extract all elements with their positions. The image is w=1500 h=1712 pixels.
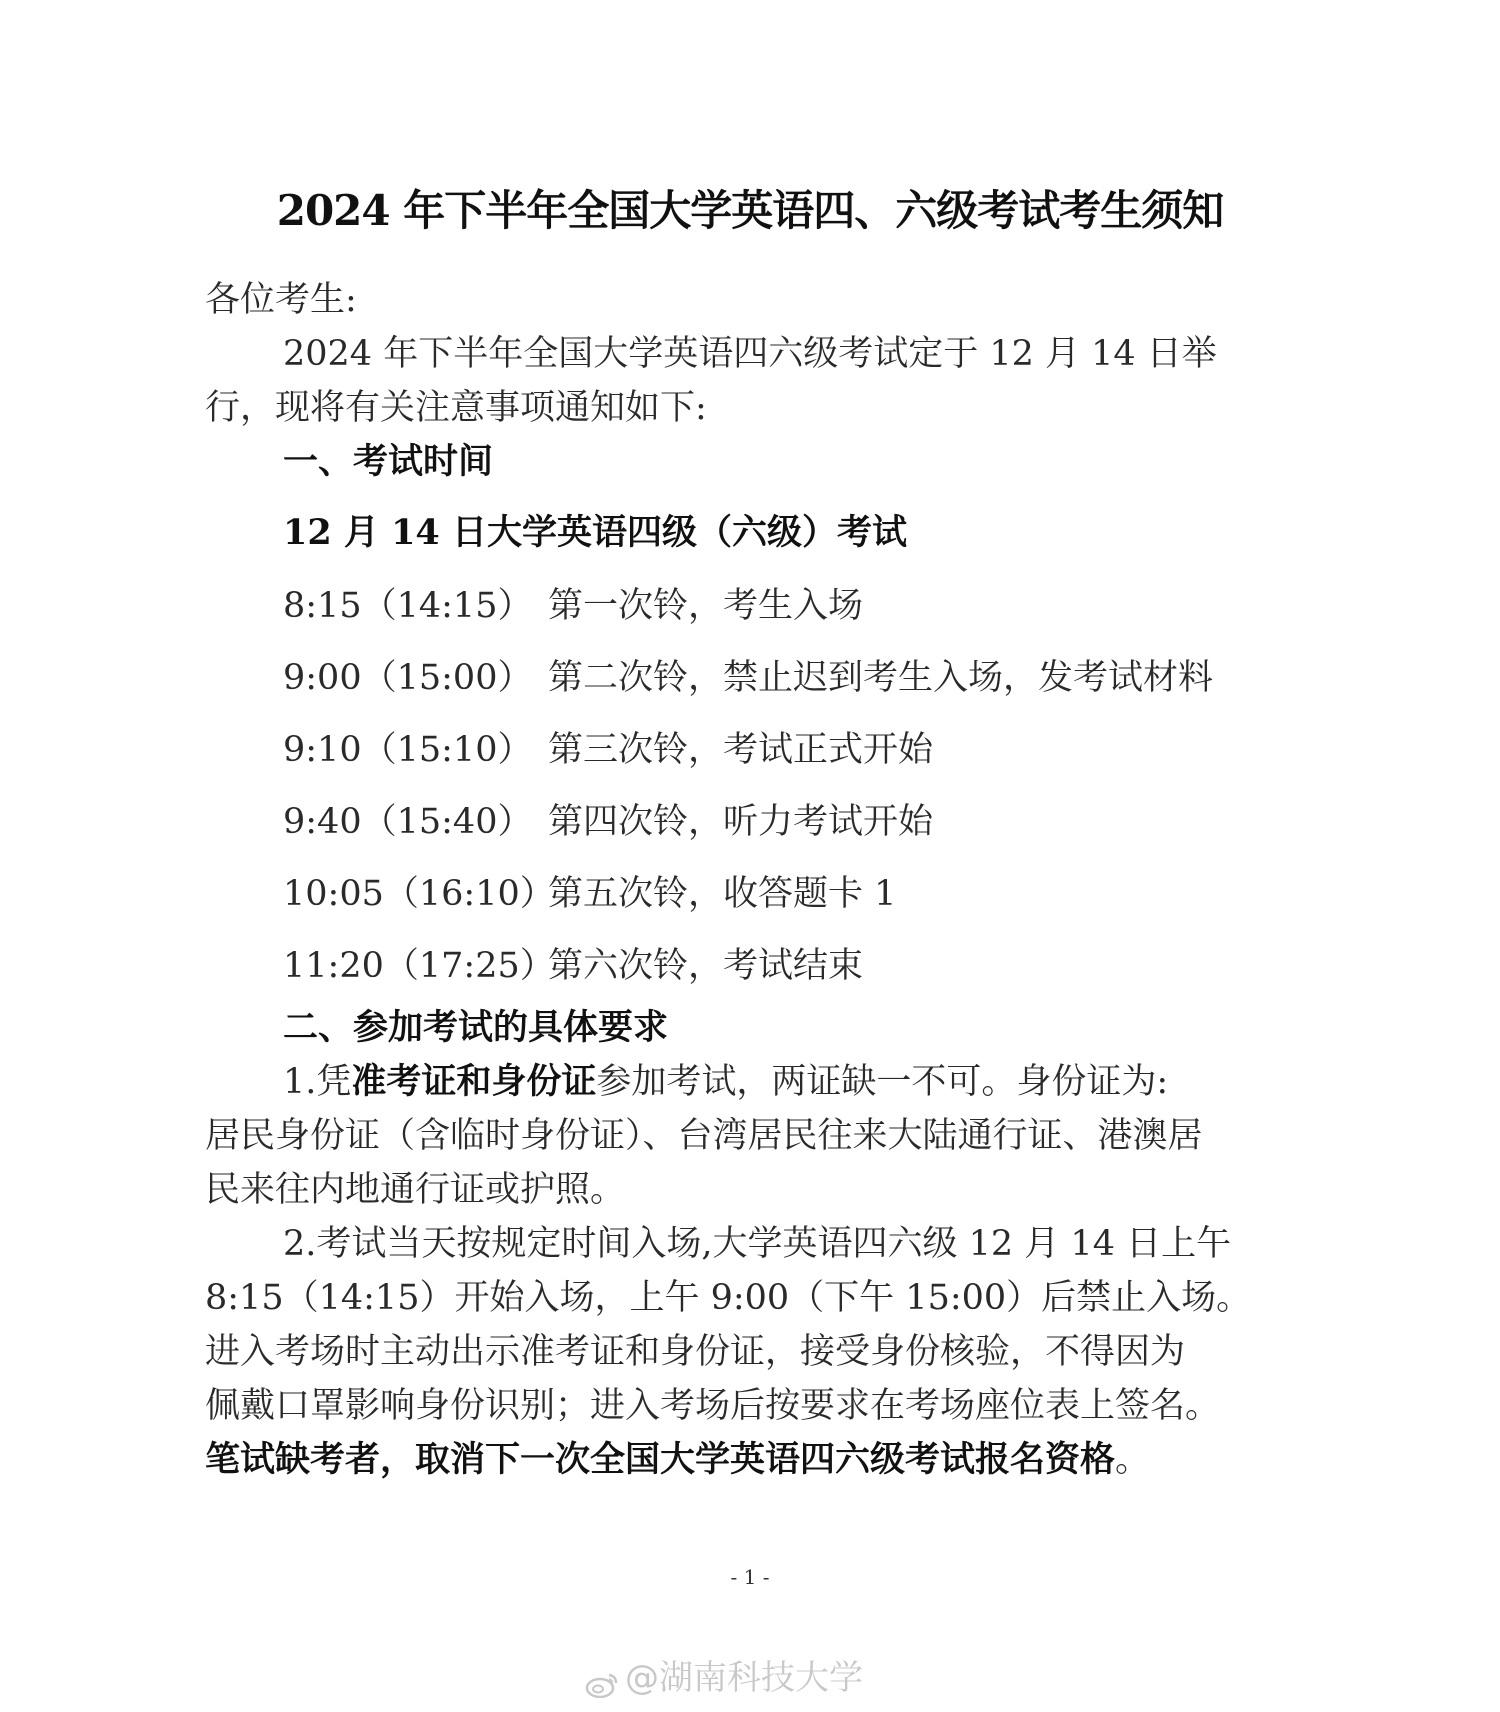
schedule-desc: 第二次铃，禁止迟到考生入场，发考试材料 [548, 658, 1214, 698]
schedule-row [283, 794, 933, 844]
weibo-logo-icon [585, 1667, 619, 1693]
item1-bold-text: 准考证和身份证 [351, 1061, 597, 1102]
schedule-desc: 第五次铃，收答题卡 1 [548, 874, 897, 914]
schedule-row [283, 650, 1213, 700]
schedule-time: 9:10（15:10） [283, 730, 533, 770]
page-number: - 1 - [730, 1565, 770, 1589]
salutation: 各位考生: [205, 280, 357, 320]
item2-line-4: 佩戴口罩影响身份识别；进入考场后按要求在考场座位表上签名。 [205, 1386, 1221, 1426]
schedule-time: 11:20（17:25） [283, 946, 555, 986]
schedule-desc: 第六次铃，考试结束 [548, 946, 864, 986]
item2-bold-line [205, 1432, 1150, 1482]
intro-line-1: 2024 年下半年全国大学英语四六级考试定于 12 月 14 日举 [283, 334, 1217, 374]
schedule-row [283, 938, 863, 988]
weibo-watermark [585, 1650, 863, 1699]
item2-line-3: 进入考场时主动出示准考证和身份证，接受身份核验，不得因为 [205, 1332, 1186, 1372]
schedule-desc: 第三次铃，考试正式开始 [548, 730, 934, 770]
intro-line-2: 行，现将有关注意事项通知如下: [205, 388, 707, 428]
schedule-desc: 第一次铃，考生入场 [548, 586, 864, 626]
item1-rest: 参加考试，两证缺一不可。身份证为: [596, 1062, 1169, 1102]
document-title: 2024 年下半年全国大学英语四、六级考试考生须知 [276, 186, 1224, 235]
schedule-row [283, 866, 896, 916]
section2-heading: 二、参加考试的具体要求 [283, 1007, 669, 1048]
schedule-row [283, 578, 863, 628]
item1-prefix: 1.凭 [283, 1062, 352, 1102]
section1-subheading: 12 月 14 日大学英语四级（六级）考试 [283, 512, 907, 553]
section1-heading: 一、考试时间 [283, 441, 494, 482]
item2-bold-text: 笔试缺考者，取消下一次全国大学英语四六级考试报名资格 [205, 1439, 1116, 1480]
item1-line-1 [283, 1054, 1168, 1104]
item2-line-1: 2.考试当天按规定时间入场,大学英语四六级 12 月 14 日上午 [283, 1224, 1232, 1264]
item2-line-2: 8:15（14:15）开始入场，上午 9:00（下午 15:00）后禁止入场。 [205, 1278, 1252, 1318]
schedule-time: 8:15（14:15） [283, 586, 533, 626]
watermark-text: @湖南科技大学 [625, 1658, 863, 1698]
schedule-desc: 第四次铃，听力考试开始 [548, 802, 934, 842]
schedule-row [283, 722, 933, 772]
schedule-time: 9:40（15:40） [283, 802, 533, 842]
item2-bold-end: 。 [1115, 1440, 1151, 1480]
item1-line-3: 民来往内地通行证或护照。 [205, 1170, 626, 1210]
schedule-time: 10:05（16:10） [283, 874, 555, 914]
item1-line-2: 居民身份证（含临时身份证）、台湾居民往来大陆通行证、港澳居 [205, 1116, 1203, 1156]
schedule-time: 9:00（15:00） [283, 658, 533, 698]
